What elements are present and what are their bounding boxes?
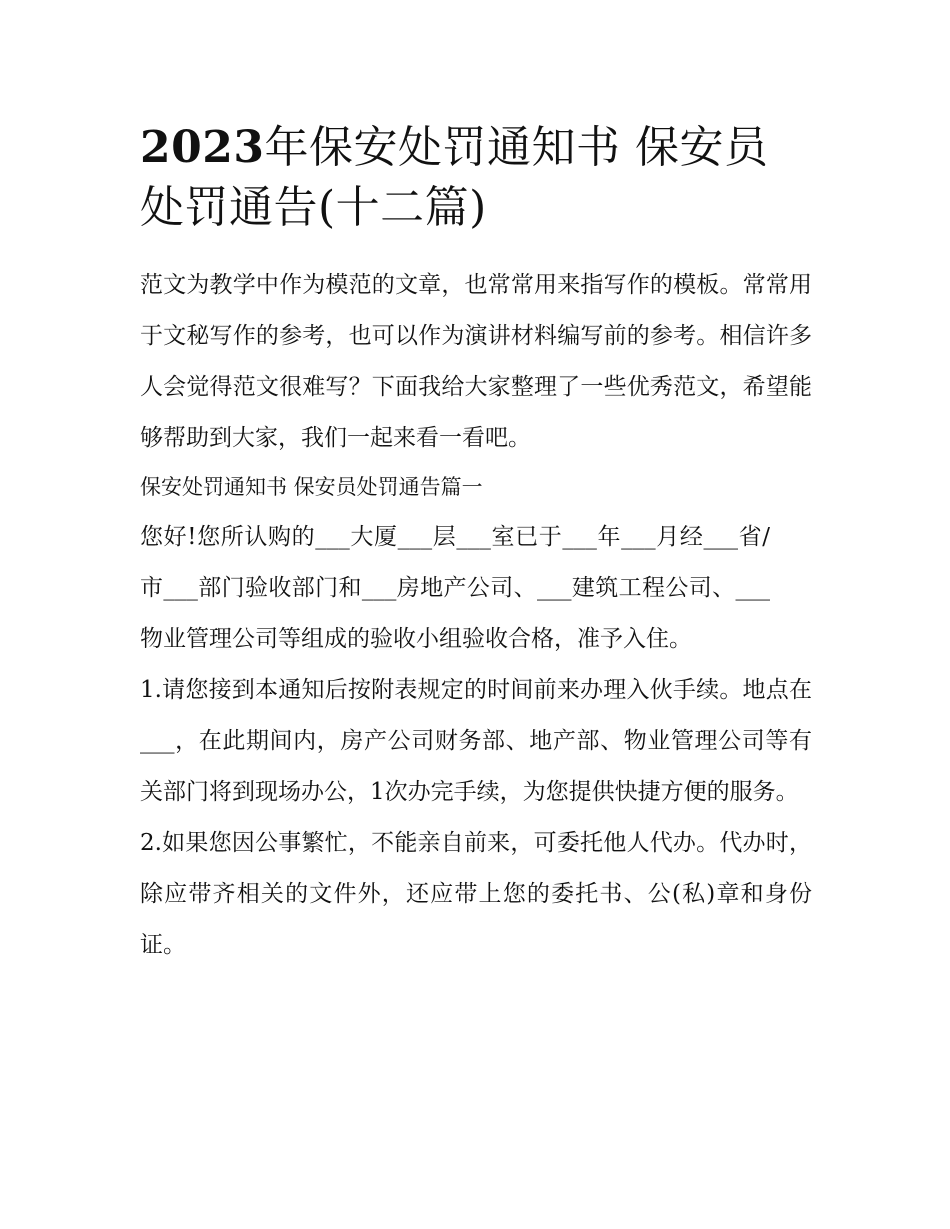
title-text: 年保安处罚通知书 保安员处罚通告(十二篇) xyxy=(140,122,769,233)
document-title xyxy=(140,118,780,238)
item-2-paragraph: 2.如果您因公事繁忙，不能亲自前来，可委托他人代办。代办时，除应带齐相关的文件外，还应带上您的委托书、公(私)章和身份证。 xyxy=(140,830,812,958)
document-content xyxy=(140,118,812,971)
intro-paragraph: 范文为教学中作为模范的文章，也常常用来指写作的模板。常常用于文秘写作的参考，也可以作为演讲材料编写前的参考。相信许多人会觉得范文很难写？下面我给大家整理了一些优秀范文，希望能够帮助到大家，我们一起来看一看吧。 xyxy=(140,272,812,451)
item-1-paragraph: 1.请您接到本通知后按附表规定的时间前来办理入伙手续。地点在___，在此期间内，房产公司财务部、地产部、物业管理公司等有关部门将到现场办公，1次办完手续，为您提供快捷方便的服务。 xyxy=(140,677,812,805)
title-year: 2023 xyxy=(140,122,265,173)
greeting-paragraph: 您好!您所认购的___大厦___层___室已于___年___月经___省/市___部门验收部门和___房地产公司、___建筑工程公司、___物业管理公司等组成的验收小组验收合格，准予入住。 xyxy=(140,524,770,652)
section-heading: 保安处罚通知书 保安员处罚通告篇一 xyxy=(140,475,483,499)
document-body xyxy=(140,260,812,971)
